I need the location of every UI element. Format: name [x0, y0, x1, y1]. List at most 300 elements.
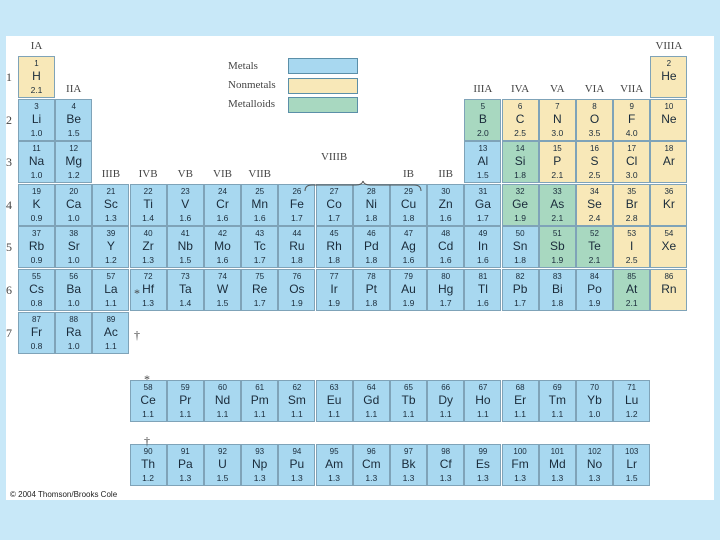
- electronegativity: 1.4: [179, 298, 192, 308]
- electronegativity: 1.6: [216, 212, 229, 223]
- element-symbol: Md: [548, 456, 566, 471]
- atomic-number: 30: [441, 186, 451, 196]
- group-label: VIIA: [620, 82, 644, 95]
- element-symbol: Dy: [438, 392, 454, 407]
- electronegativity: 1.5: [216, 472, 229, 483]
- element-symbol: Mn: [251, 196, 269, 211]
- legend-nonmetals-swatch: [288, 78, 358, 94]
- electronegativity: 2.1: [588, 255, 601, 266]
- element-cell-cr: [204, 184, 241, 226]
- element-symbol: Cm: [361, 456, 381, 471]
- electronegativity: 1.7: [253, 298, 266, 308]
- electronegativity: 2.4: [588, 212, 601, 223]
- atomic-number: 12: [69, 144, 79, 154]
- element-symbol: P: [553, 154, 562, 169]
- element-cell-h: [18, 56, 55, 98]
- element-cell-na: [18, 141, 55, 183]
- atomic-number: 44: [292, 229, 302, 239]
- element-cell-k: [18, 184, 55, 226]
- electronegativity: 2.5: [625, 255, 638, 266]
- atomic-number: 90: [143, 446, 153, 456]
- element-symbol: Hf: [142, 282, 155, 296]
- element-cell-n: [539, 99, 576, 141]
- element-cell-ba: [55, 269, 92, 311]
- element-cell-fm: [502, 444, 539, 486]
- element-cell-cd: [427, 226, 464, 268]
- electronegativity: 1.5: [216, 298, 229, 308]
- element-cell-yb: [576, 380, 613, 422]
- atomic-number: 46: [366, 229, 376, 239]
- electronegativity: 3.5: [588, 127, 601, 138]
- period-label: 3: [6, 155, 12, 170]
- atomic-number: 93: [255, 446, 265, 456]
- legend-metals-label: Metals: [228, 60, 258, 72]
- electronegativity: 1.3: [328, 472, 340, 483]
- element-symbol: Pu: [289, 456, 305, 471]
- atomic-number: 4: [71, 101, 76, 111]
- electronegativity: 1.6: [253, 212, 266, 223]
- element-symbol: Tl: [477, 282, 488, 296]
- atomic-number: 50: [515, 229, 525, 239]
- element-cell-pd: [353, 226, 390, 268]
- atomic-number: 43: [255, 229, 265, 239]
- element-cell-nd: [204, 380, 241, 422]
- electronegativity: 1.0: [67, 298, 80, 308]
- element-symbol: Cl: [626, 154, 638, 169]
- electronegativity: 2.5: [588, 170, 601, 181]
- electronegativity: 1.0: [30, 170, 43, 181]
- element-cell-rb: [18, 226, 55, 268]
- element-cell-nb: [167, 226, 204, 268]
- electronegativity: 1.1: [179, 408, 192, 419]
- atomic-number: 67: [478, 382, 488, 392]
- element-symbol: Au: [401, 282, 416, 296]
- atomic-number: 80: [441, 272, 451, 281]
- element-cell-ti: [130, 184, 167, 226]
- atomic-number: 27: [329, 186, 339, 196]
- element-cell-ag: [390, 226, 427, 268]
- element-cell-tb: [390, 380, 427, 422]
- atomic-number: 65: [404, 382, 413, 392]
- element-symbol: Xe: [661, 239, 677, 254]
- electronegativity: 1.3: [142, 298, 154, 308]
- atomic-number: 69: [552, 382, 562, 392]
- element-symbol: Po: [587, 282, 602, 296]
- electronegativity: 1.3: [476, 472, 489, 483]
- group-label: IA: [30, 40, 43, 52]
- element-cell-sr: [55, 226, 92, 268]
- atomic-number: 57: [106, 272, 116, 281]
- electronegativity: 4.0: [625, 127, 638, 138]
- atomic-number: 77: [329, 272, 339, 281]
- electronegativity: 1.9: [328, 298, 340, 308]
- element-symbol: B: [478, 111, 487, 126]
- group-label: VIIIA: [655, 40, 683, 52]
- atomic-number: 95: [329, 446, 339, 456]
- element-cell-sm: [278, 380, 315, 422]
- atomic-number: 56: [69, 272, 79, 281]
- atomic-number: 66: [441, 382, 451, 392]
- group-label: IB: [403, 167, 414, 180]
- element-symbol: Si: [514, 154, 526, 169]
- atomic-number: 78: [366, 272, 376, 281]
- element-cell-be: [55, 99, 92, 141]
- electronegativity: 1.9: [290, 298, 303, 308]
- element-symbol: La: [104, 282, 118, 296]
- electronegativity: 1.7: [514, 298, 526, 308]
- element-cell-pr: [167, 380, 204, 422]
- element-cell-at: [613, 269, 650, 311]
- copyright-notice: © 2004 Thomson/Brooks Cole: [10, 490, 118, 499]
- element-symbol: Ce: [140, 392, 156, 407]
- element-symbol: Ti: [143, 196, 153, 211]
- element-cell-f: [613, 99, 650, 141]
- electronegativity: 3.0: [551, 127, 564, 138]
- period-label: 2: [6, 112, 12, 127]
- atomic-number: 22: [143, 186, 153, 196]
- element-cell-pt: [353, 269, 390, 311]
- element-cell-th: [130, 444, 167, 486]
- atomic-number: 15: [552, 144, 562, 154]
- element-cell-np: [241, 444, 278, 486]
- element-symbol: Lr: [626, 456, 638, 471]
- element-symbol: Ru: [289, 239, 305, 254]
- electronegativity: 1.6: [179, 212, 192, 223]
- electronegativity: 1.9: [551, 255, 564, 266]
- atomic-number: 87: [32, 314, 41, 324]
- element-symbol: U: [218, 456, 227, 471]
- atomic-number: 29: [404, 186, 413, 196]
- electronegativity: 2.1: [551, 212, 564, 223]
- element-cell-am: [316, 444, 353, 486]
- element-symbol: I: [630, 239, 634, 254]
- atomic-number: 38: [69, 229, 79, 239]
- element-symbol: Y: [106, 239, 115, 254]
- atomic-number: 11: [32, 144, 41, 154]
- element-cell-ta: [167, 269, 204, 311]
- atomic-number: 103: [625, 446, 639, 456]
- electronegativity: 1.1: [216, 408, 229, 419]
- element-symbol: Eu: [326, 392, 342, 407]
- atomic-number: 98: [441, 446, 451, 456]
- element-symbol: Th: [141, 456, 156, 471]
- electronegativity: 1.0: [588, 408, 601, 419]
- element-symbol: Sn: [512, 239, 528, 254]
- atomic-number: 99: [478, 446, 488, 456]
- element-cell-mg: [55, 141, 92, 183]
- element-cell-cm: [353, 444, 390, 486]
- electronegativity: 1.1: [142, 408, 154, 419]
- element-cell-li: [18, 99, 55, 141]
- group-label: VA: [550, 82, 565, 95]
- group-label: IIA: [66, 82, 82, 95]
- element-cell-y: [92, 226, 129, 268]
- atomic-number: 68: [515, 382, 525, 392]
- atomic-number: 71: [627, 382, 637, 392]
- group-label: IIIB: [101, 167, 121, 180]
- viiib-brace: [304, 180, 422, 192]
- lanthanide-marker-la: *: [134, 286, 140, 300]
- atomic-number: 17: [627, 144, 637, 154]
- element-symbol: N: [552, 111, 562, 126]
- element-symbol: Ne: [661, 111, 677, 126]
- element-symbol: Tc: [253, 239, 266, 254]
- element-cell-xe: [650, 226, 687, 268]
- electronegativity: 1.5: [476, 170, 489, 181]
- atomic-number: 53: [627, 229, 637, 239]
- atomic-number: 83: [552, 272, 562, 281]
- element-cell-bi: [539, 269, 576, 311]
- element-symbol: Cd: [438, 239, 454, 254]
- element-cell-se: [576, 184, 613, 226]
- element-cell-sc: [92, 184, 129, 226]
- atomic-number: 85: [627, 272, 637, 281]
- atomic-number: 59: [180, 382, 190, 392]
- electronegativity: 1.3: [104, 212, 117, 223]
- element-cell-ga: [464, 184, 501, 226]
- element-symbol: Ta: [178, 282, 192, 296]
- electronegativity: 1.5: [179, 255, 192, 266]
- element-cell-w: [204, 269, 241, 311]
- period-label: 4: [6, 197, 12, 212]
- element-cell-as: [539, 184, 576, 226]
- element-symbol: In: [477, 239, 488, 254]
- element-cell-zn: [427, 184, 464, 226]
- atomic-number: 88: [69, 314, 79, 324]
- element-symbol: Fe: [289, 196, 304, 211]
- element-symbol: As: [550, 196, 565, 211]
- element-symbol: S: [590, 154, 599, 169]
- element-cell-v: [167, 184, 204, 226]
- electronegativity: 0.9: [30, 255, 43, 266]
- atomic-number: 32: [515, 186, 525, 196]
- element-symbol: Ga: [474, 196, 491, 211]
- element-cell-mn: [241, 184, 278, 226]
- atomic-number: 62: [292, 382, 302, 392]
- atomic-number: 1: [34, 59, 39, 68]
- atomic-number: 25: [255, 186, 265, 196]
- electronegativity: 1.3: [402, 472, 415, 483]
- element-symbol: F: [628, 111, 636, 126]
- period-label: 1: [6, 70, 12, 84]
- element-cell-ra: [55, 312, 92, 354]
- electronegativity: 1.3: [514, 472, 526, 483]
- element-symbol: W: [216, 282, 229, 296]
- electronegativity: 1.6: [439, 255, 452, 266]
- electronegativity: 1.6: [476, 255, 489, 266]
- electronegativity: 1.8: [290, 255, 303, 266]
- element-symbol: Tm: [548, 392, 566, 407]
- electronegativity: 1.5: [625, 472, 638, 483]
- element-cell-fr: [18, 312, 55, 354]
- element-symbol: Mg: [65, 154, 83, 169]
- periodic-table-sheet: [6, 36, 714, 500]
- atomic-number: 52: [590, 229, 599, 239]
- electronegativity: 0.9: [30, 212, 43, 223]
- electronegativity: 1.8: [365, 298, 378, 308]
- element-cell-tm: [539, 380, 576, 422]
- atomic-number: 58: [143, 382, 153, 392]
- electronegativity: 1.9: [402, 298, 415, 308]
- atomic-number: 96: [366, 446, 376, 456]
- group-label: VIIB: [248, 167, 271, 180]
- element-cell-eu: [316, 380, 353, 422]
- element-symbol: Te: [588, 239, 601, 254]
- element-cell-s: [576, 141, 613, 183]
- element-cell-si: [502, 141, 539, 183]
- electronegativity: 1.9: [588, 298, 601, 308]
- group-label: VIIIB: [320, 150, 348, 163]
- electronegativity: 1.6: [402, 255, 415, 266]
- element-symbol: Pm: [250, 392, 269, 407]
- actinide-row-marker: †: [144, 434, 150, 448]
- atomic-number: 23: [180, 186, 190, 196]
- element-cell-ge: [502, 184, 539, 226]
- element-cell-ne: [650, 99, 687, 141]
- electronegativity: 1.1: [514, 408, 526, 419]
- atomic-number: 33: [552, 186, 562, 196]
- electronegativity: 1.3: [179, 472, 192, 483]
- electronegativity: 2.0: [476, 127, 489, 138]
- period-label: 6: [6, 283, 12, 297]
- electronegativity: 1.6: [216, 255, 229, 266]
- electronegativity: 1.3: [365, 472, 378, 483]
- atomic-number: 101: [550, 446, 564, 456]
- electronegativity: 1.2: [142, 472, 154, 483]
- atomic-number: 54: [664, 229, 674, 239]
- atomic-number: 81: [478, 272, 488, 281]
- element-symbol: Ag: [401, 239, 416, 254]
- electronegativity: 1.1: [104, 298, 117, 308]
- element-symbol: Pd: [363, 239, 379, 254]
- element-symbol: Sb: [549, 239, 565, 254]
- element-symbol: Re: [252, 282, 268, 296]
- element-symbol: Ir: [330, 282, 338, 296]
- element-symbol: Sc: [103, 196, 118, 211]
- atomic-number: 24: [218, 186, 227, 196]
- electronegativity: 1.1: [365, 408, 378, 419]
- electronegativity: 1.8: [328, 255, 340, 266]
- atomic-number: 75: [255, 272, 265, 281]
- element-symbol: Lu: [625, 392, 639, 407]
- element-symbol: Sm: [287, 392, 306, 407]
- atomic-number: 79: [404, 272, 413, 281]
- element-cell-la: [92, 269, 129, 311]
- atomic-number: 2: [666, 59, 672, 68]
- element-cell-o: [576, 99, 613, 141]
- element-symbol: Cr: [216, 196, 229, 211]
- element-cell-in: [464, 226, 501, 268]
- element-symbol: Cu: [400, 196, 417, 211]
- atomic-number: 39: [106, 229, 116, 239]
- electronegativity: 1.9: [514, 212, 526, 223]
- legend-metalloids-swatch: [288, 97, 358, 113]
- atomic-number: 31: [478, 186, 488, 196]
- atomic-number: 61: [255, 382, 265, 392]
- element-cell-lr: [613, 444, 650, 486]
- element-symbol: Nb: [177, 239, 193, 254]
- atomic-number: 13: [478, 144, 488, 154]
- group-label: IIIA: [473, 82, 493, 95]
- element-cell-ar: [650, 141, 687, 183]
- electronegativity: 2.1: [551, 170, 564, 181]
- electronegativity: 2.1: [625, 298, 638, 308]
- electronegativity: 1.0: [67, 340, 80, 351]
- electronegativity: 1.2: [104, 255, 117, 266]
- element-symbol: Ra: [66, 324, 82, 339]
- electronegativity: 1.7: [476, 212, 489, 223]
- atomic-number: 6: [517, 101, 523, 111]
- electronegativity: 1.4: [142, 212, 154, 223]
- atomic-number: 86: [664, 272, 674, 281]
- atomic-number: 5: [480, 101, 486, 111]
- element-cell-br: [613, 184, 650, 226]
- electronegativity: 1.7: [290, 212, 303, 223]
- atomic-number: 34: [590, 186, 599, 196]
- period-label: 5: [6, 240, 12, 255]
- electronegativity: 2.5: [514, 127, 526, 138]
- element-cell-ru: [278, 226, 315, 268]
- element-symbol: He: [661, 69, 677, 83]
- element-symbol: Mo: [214, 239, 231, 254]
- element-symbol: Np: [252, 456, 268, 471]
- element-symbol: Rn: [661, 282, 677, 296]
- atomic-number: 60: [218, 382, 227, 392]
- electronegativity: 1.8: [365, 255, 378, 266]
- electronegativity: 0.8: [30, 340, 43, 351]
- element-symbol: Al: [477, 154, 489, 169]
- element-symbol: Rh: [326, 239, 342, 254]
- element-symbol: Pr: [179, 392, 192, 407]
- atomic-number: 19: [32, 186, 41, 196]
- element-cell-ca: [55, 184, 92, 226]
- group-label: VIA: [584, 82, 605, 95]
- atomic-number: 3: [34, 101, 39, 111]
- electronegativity: 1.8: [365, 212, 378, 223]
- atomic-number: 70: [590, 382, 599, 392]
- electronegativity: 1.1: [290, 408, 303, 419]
- element-cell-pu: [278, 444, 315, 486]
- atomic-number: 45: [329, 229, 339, 239]
- element-symbol: Hg: [438, 282, 454, 296]
- atomic-number: 10: [664, 101, 674, 111]
- electronegativity: 1.8: [551, 298, 564, 308]
- electronegativity: 1.1: [253, 408, 266, 419]
- atomic-number: 35: [627, 186, 637, 196]
- atomic-number: 21: [106, 186, 116, 196]
- element-symbol: Am: [325, 456, 344, 471]
- atomic-number: 73: [180, 272, 190, 281]
- element-cell-tl: [464, 269, 501, 311]
- atomic-number: 40: [143, 229, 153, 239]
- electronegativity: 1.1: [476, 408, 489, 419]
- element-cell-b: [464, 99, 501, 141]
- element-cell-os: [278, 269, 315, 311]
- atomic-number: 8: [592, 101, 597, 111]
- atomic-number: 97: [404, 446, 413, 456]
- element-symbol: K: [32, 196, 41, 211]
- electronegativity: 1.3: [588, 472, 601, 483]
- electronegativity: 1.8: [402, 212, 415, 223]
- element-symbol: Ni: [365, 196, 377, 211]
- element-symbol: Yb: [587, 392, 602, 407]
- electronegativity: 1.1: [402, 408, 415, 419]
- atomic-number: 89: [106, 314, 116, 324]
- element-cell-al: [464, 141, 501, 183]
- element-symbol: Zr: [142, 239, 154, 254]
- atomic-number: 100: [513, 446, 527, 456]
- element-cell-er: [502, 380, 539, 422]
